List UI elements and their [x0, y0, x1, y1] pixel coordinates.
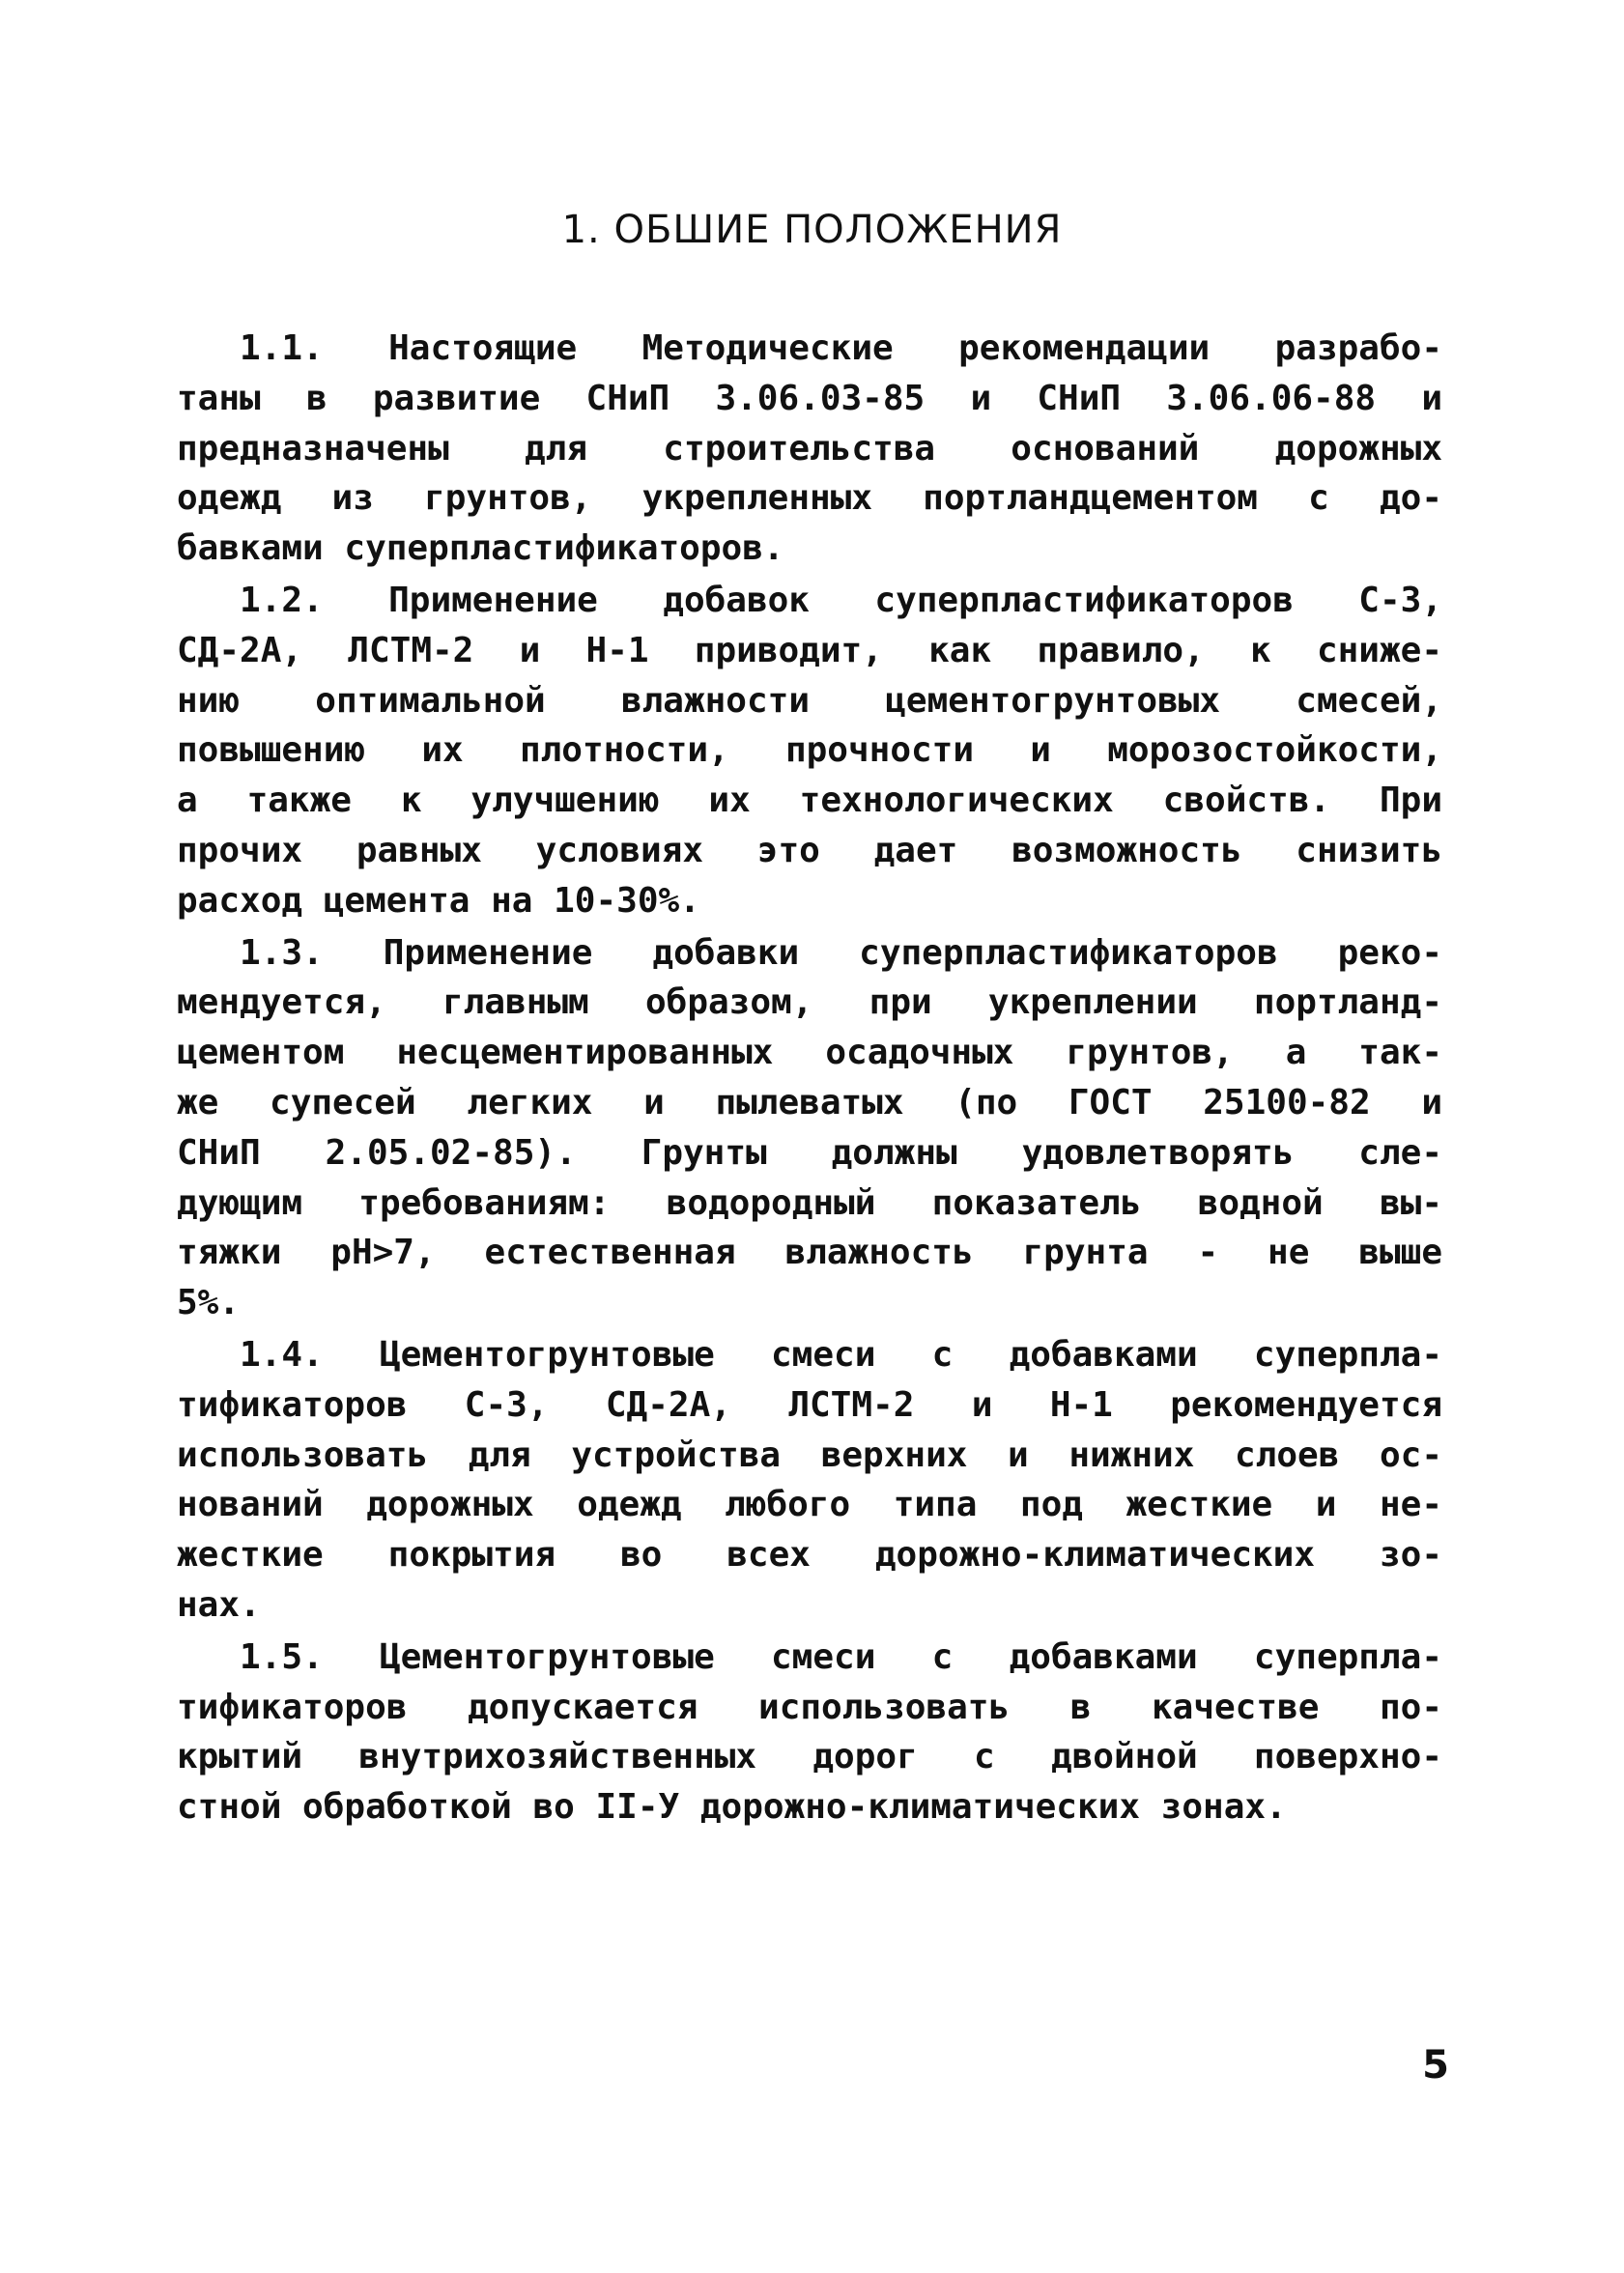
text-line: предназначены для строительства оснований дорожных [177, 428, 1442, 469]
paragraph-1-4 [177, 1330, 1442, 1631]
text-line: прочих равных условиях это дает возможность снизить [177, 830, 1442, 870]
text-line: же супесей легких и пылеватых (по ГОСТ 25100-82 и [177, 1082, 1442, 1122]
paragraph-1-5 [177, 1633, 1442, 1833]
text-line: одежд из грунтов, укрепленных портландцементом с до- [177, 478, 1442, 519]
text-line: крытий внутрихозяйственных дорог с двойной поверхно- [177, 1737, 1442, 1777]
text-line: тяжки pH>7, естественная влажность грунта - не выше [177, 1233, 1442, 1273]
text-line: 1.3. Применение добавки суперпластификаторов реко- [240, 932, 1442, 973]
text-line: таны в развитие СНиП 3.06.03-85 и СНиП 3.06.06-88 и [177, 378, 1442, 418]
text-line: тификаторов допускается использовать в качестве по- [177, 1687, 1442, 1727]
text-line: тификаторов С-3, СД-2А, ЛСТМ-2 и Н-1 рекомендуется [177, 1384, 1442, 1425]
page-number: 5 [1422, 2043, 1449, 2088]
text-line: мендуется, главным образом, при укреплении портланд- [177, 982, 1442, 1023]
text-line: 5%. [177, 1283, 241, 1323]
section-heading: 1. ОБШИЕ ПОЛОЖЕНИЯ [561, 208, 1063, 252]
paragraph-1-3 [177, 928, 1442, 1328]
text-line: СНиП 2.05.02-85). Грунты должны удовлетворять сле- [177, 1132, 1442, 1173]
text-line: жесткие покрытия во всех дорожно-климатических зо- [177, 1535, 1442, 1576]
text-line: СД-2А, ЛСТМ-2 и Н-1 приводит, как правило, к сниже- [177, 630, 1442, 670]
text-line: нах. [177, 1584, 261, 1625]
text-line: повышению их плотности, прочности и морозостойкости, [177, 730, 1442, 771]
text-line: а также к улучшению их технологических свойств. При [177, 781, 1442, 821]
paragraph-1-2 [177, 576, 1442, 926]
text-line: дующим требованиям: водородный показатель водной вы- [177, 1182, 1442, 1223]
text-line: нию оптимальной влажности цементогрунтовых смесей, [177, 680, 1442, 721]
text-line: стной обработкой во II-У дорожно-климатических зонах. [177, 1787, 1287, 1828]
text-line: использовать для устройства верхних и нижних слоев ос- [177, 1435, 1442, 1475]
text-line: бавками суперпластификаторов. [177, 528, 784, 569]
body-text [177, 324, 1442, 1834]
text-line: цементом несцементированных осадочных грунтов, а так- [177, 1033, 1442, 1073]
text-line: 1.4. Цементогрунтовые смеси с добавками суперпла- [240, 1334, 1442, 1375]
text-line: 1.2. Применение добавок суперпластификаторов С-3, [240, 580, 1442, 620]
text-line: 1.5. Цементогрунтовые смеси с добавками суперпла- [240, 1636, 1442, 1677]
text-line: расход цемента на 10-30%. [177, 880, 700, 921]
paragraph-1-1 [177, 324, 1442, 574]
text-line: нований дорожных одежд любого типа под жесткие и не- [177, 1485, 1442, 1525]
text-line: 1.1. Настоящие Методические рекомендации разрабо- [240, 328, 1442, 368]
